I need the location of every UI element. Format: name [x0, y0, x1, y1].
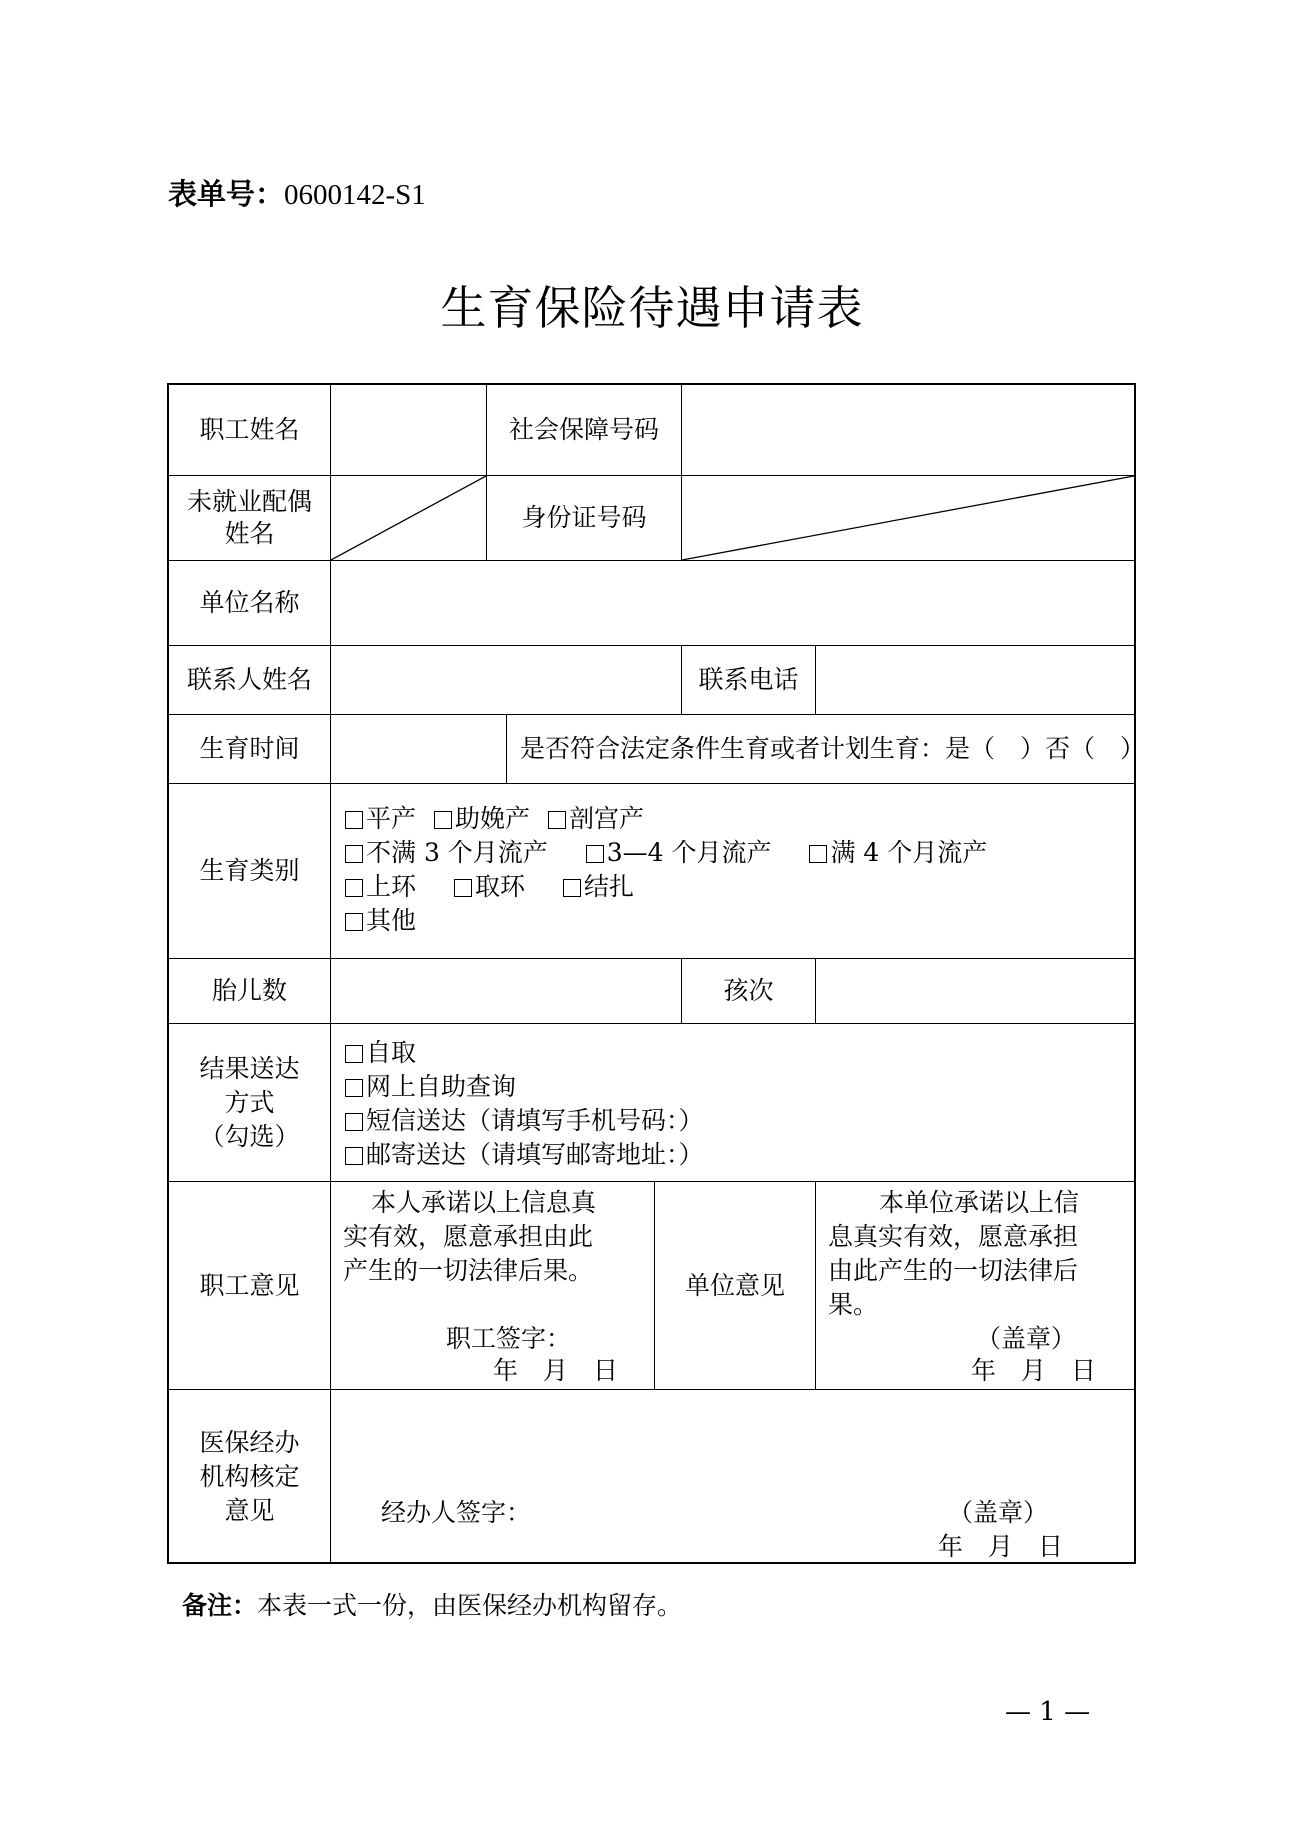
- employee-name-label: 职工姓名: [169, 385, 331, 476]
- option-assisted-delivery[interactable]: 助娩产: [434, 804, 530, 833]
- option-abortion-over-4-months[interactable]: 满 4 个月流产: [809, 838, 987, 867]
- form-number-label: 表单号：: [168, 177, 285, 211]
- option-abortion-3-4-months[interactable]: 3—4 个月流产: [586, 838, 772, 867]
- birth-type-label: 生育类别: [169, 784, 331, 959]
- checkbox[interactable]: [345, 845, 363, 863]
- checkbox[interactable]: [345, 913, 363, 931]
- checkbox[interactable]: [345, 811, 363, 829]
- child-order-field[interactable]: [816, 959, 1134, 1024]
- checkbox[interactable]: [345, 1113, 363, 1131]
- delivery-method-label-line2: 方式: [224, 1087, 275, 1117]
- fetus-count-field[interactable]: [331, 959, 682, 1024]
- unit-name-field[interactable]: [331, 561, 1134, 646]
- option-iud-removal[interactable]: 取环: [454, 872, 525, 901]
- delivery-method-label-line3: （勾选）: [199, 1121, 300, 1151]
- delivery-method-options: [331, 1024, 1134, 1182]
- checkbox[interactable]: [454, 879, 472, 897]
- checkbox[interactable]: [434, 811, 452, 829]
- social-security-field[interactable]: [682, 385, 1134, 476]
- checkbox[interactable]: [345, 1147, 363, 1165]
- employee-opinion-cell[interactable]: [331, 1182, 655, 1390]
- unit-opinion-cell[interactable]: [816, 1182, 1134, 1390]
- employee-opinion-label: 职工意见: [169, 1182, 331, 1390]
- contact-name-label: 联系人姓名: [169, 646, 331, 715]
- employee-pledge-line2: 实有效，愿意承担由此: [343, 1222, 594, 1251]
- remark-label: 备注：: [182, 1591, 258, 1620]
- checkbox[interactable]: [345, 879, 363, 897]
- birth-time-label: 生育时间: [169, 715, 331, 784]
- checkbox[interactable]: [345, 1079, 363, 1097]
- delivery-method-label-line1: 结果送达: [199, 1053, 300, 1083]
- birth-time-field[interactable]: [331, 715, 507, 784]
- employee-signature-label: 职工签字：: [446, 1324, 572, 1353]
- legal-condition-question[interactable]: 是否符合法定条件生育或者计划生育：是（ ）否（ ）: [507, 715, 1134, 784]
- spouse-name-field[interactable]: [331, 476, 487, 561]
- unit-pledge-line3: 由此产生的一切法律后: [828, 1256, 1079, 1285]
- unit-seal-date: 年 月 日: [971, 1356, 1097, 1385]
- unit-opinion-label: 单位意见: [655, 1182, 816, 1390]
- unit-seal-label: （盖章）: [976, 1324, 1077, 1353]
- employee-pledge-line3: 产生的一切法律后果。: [343, 1256, 594, 1285]
- spouse-name-label: [169, 476, 331, 561]
- checkbox[interactable]: [809, 845, 827, 863]
- option-self-pickup[interactable]: 自取: [345, 1038, 416, 1067]
- employee-pledge-line1: 本人承诺以上信息真: [371, 1188, 597, 1217]
- checkbox[interactable]: [548, 811, 566, 829]
- unit-pledge-line2: 息真实有效，愿意承担: [828, 1222, 1079, 1251]
- option-normal-delivery[interactable]: 平产: [345, 804, 416, 833]
- spouse-name-label-line1: 未就业配偶: [186, 487, 312, 516]
- checkbox[interactable]: [586, 845, 604, 863]
- agency-opinion-label-line2: 机构核定: [199, 1462, 300, 1491]
- agency-signature-label: 经办人签字：: [381, 1498, 532, 1527]
- option-mail-delivery[interactable]: 邮寄送达（请填写邮寄地址：）: [345, 1140, 704, 1169]
- fetus-count-label: 胎儿数: [169, 959, 331, 1024]
- id-number-label: 身份证号码: [487, 476, 682, 561]
- option-ligation[interactable]: 结扎: [563, 872, 634, 901]
- agency-opinion-label-line1: 医保经办: [199, 1428, 300, 1457]
- page-number: — 1 —: [1005, 1697, 1091, 1727]
- contact-phone-label: 联系电话: [682, 646, 816, 715]
- id-number-field[interactable]: [682, 476, 1134, 561]
- contact-phone-field[interactable]: [816, 646, 1134, 715]
- option-sms-delivery[interactable]: 短信送达（请填写手机号码：）: [345, 1106, 704, 1135]
- social-security-label: 社会保障号码: [487, 385, 682, 476]
- form-number-value: 0600142-S1: [284, 179, 426, 211]
- option-online-query[interactable]: 网上自助查询: [345, 1072, 516, 1101]
- agency-opinion-label: [169, 1390, 331, 1564]
- contact-name-field[interactable]: [331, 646, 682, 715]
- remark-text: 本表一式一份，由医保经办机构留存。: [257, 1591, 683, 1620]
- form-number: [168, 172, 426, 213]
- option-iud-insertion[interactable]: 上环: [345, 872, 416, 901]
- employee-signature-date: 年 月 日: [493, 1356, 619, 1385]
- option-cesarean[interactable]: 剖宫产: [548, 804, 644, 833]
- birth-type-options: [331, 784, 1134, 959]
- agency-opinion-cell[interactable]: [331, 1390, 1134, 1564]
- employee-name-field[interactable]: [331, 385, 487, 476]
- remark: [182, 1586, 682, 1622]
- unit-pledge-line1: 本单位承诺以上信: [879, 1188, 1080, 1217]
- checkbox[interactable]: [563, 879, 581, 897]
- agency-opinion-label-line3: 意见: [224, 1496, 275, 1525]
- child-order-label: 孩次: [682, 959, 816, 1024]
- checkbox[interactable]: [345, 1045, 363, 1063]
- option-abortion-under-3-months[interactable]: 不满 3 个月流产: [345, 838, 548, 867]
- unit-name-label: 单位名称: [169, 561, 331, 646]
- unit-pledge-line4: 果。: [828, 1290, 879, 1319]
- delivery-method-label: [169, 1024, 331, 1182]
- diagonal-strike-line: [331, 476, 486, 560]
- agency-seal-date: 年 月 日: [938, 1532, 1064, 1561]
- diagonal-strike-line: [682, 476, 1134, 560]
- agency-seal-label: （盖章）: [948, 1498, 1049, 1527]
- application-form-table: [167, 383, 1146, 1564]
- page-title: 生育保险待遇申请表: [440, 281, 864, 335]
- option-other[interactable]: 其他: [345, 906, 416, 935]
- spouse-name-label-line2: 姓名: [224, 519, 275, 548]
